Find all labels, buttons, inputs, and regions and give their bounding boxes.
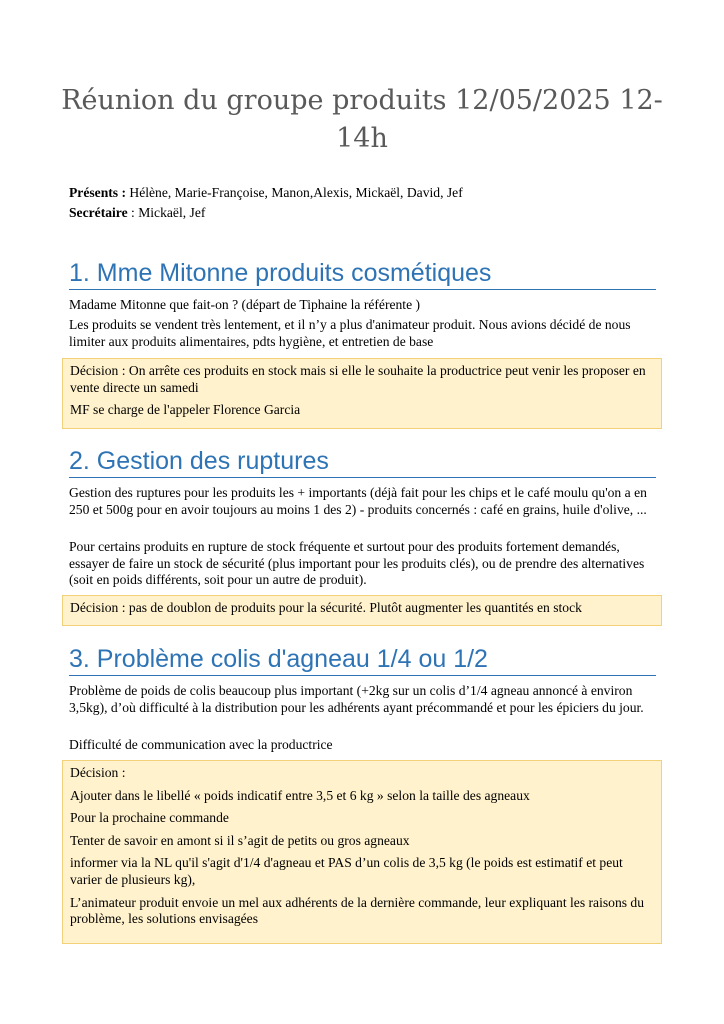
decision-box-1 xyxy=(62,358,662,429)
secretary-label: Secrétaire xyxy=(69,205,128,220)
decision-box-2 xyxy=(62,595,662,626)
secretary-line xyxy=(69,204,205,222)
decision-3-line-2: Ajouter dans le libellé « poids indicatif entre 3,5 et 6 kg » selon la taille des agneaux xyxy=(70,787,530,803)
section-1-paragraph-1: Madame Mitonne que fait-on ? (départ de Tiphaine la référente ) xyxy=(69,297,421,312)
section-3-paragraph-2: Difficulté de communication avec la productrice xyxy=(69,737,333,752)
decision-1-line-2: MF se charge de l'appeler Florence Garcia xyxy=(70,402,301,418)
section-3-paragraph-1: Problème de poids de colis beaucoup plus important (+2kg sur un colis d’1/4 agneau annoncé à environ 3,5kg), d’où difficulté à la distribution pour les adhérents ayant précommandé et pour les épiciers du jour. xyxy=(69,683,644,715)
attendees-line xyxy=(69,184,463,202)
section-heading-2: 2. Gestion des ruptures xyxy=(69,446,656,478)
section-heading-1: 1. Mme Mitonne produits cosmétiques xyxy=(69,258,656,290)
decision-3-line-6: L’animateur produit envoie un mel aux adhérents de la dernière commande, leur expliquant les raisons du problème, les solutions envisagées xyxy=(70,894,645,927)
decision-2-line-1: Décision : pas de doublon de produits pour la sécurité. Plutôt augmenter les quantités en stock xyxy=(70,600,582,615)
decision-3-line-1: Décision : xyxy=(70,765,126,780)
section-heading-3: 3. Problème colis d'agneau 1/4 ou 1/2 xyxy=(69,644,656,676)
attendees-label: Présents : xyxy=(69,185,126,200)
decision-box-3 xyxy=(62,760,662,944)
decision-3-line-4: Tenter de savoir en amont si il s’agit de petits ou gros agneaux xyxy=(70,832,410,848)
section-2-paragraph-2: Pour certains produits en rupture de stock fréquente et surtout pour des produits fortement demandés, essayer de faire un stock de sécurité (plus important pour les produits clés), ou de prendre des alternatives (soit en poids différents, soit pour un autre de produit). xyxy=(69,539,645,588)
attendees-value: Hélène, Marie-Françoise, Manon,Alexis, Mickaël, David, Jef xyxy=(126,185,463,200)
section-2-paragraph-1: Gestion des ruptures pour les produits les + importants (déjà fait pour les chips et le café moulu qu'on a en 250 et 500g pour en avoir toujours au moins 1 des 2) - produits concernés : café en grains, huile d'olive, ... xyxy=(69,485,647,517)
decision-3-line-3: Pour la prochaine commande xyxy=(70,810,229,826)
section-1-paragraph-2: Les produits se vendent très lentement, et il n’y a plus d'animateur produit. Nous avions décidé de nous limiter aux produits alimentaires, pdts hygiène, et entretien de base xyxy=(69,317,631,349)
secretary-value: : Mickaël, Jef xyxy=(127,205,206,220)
decision-3-line-5: informer via la NL qu'il s'agit d'1/4 d'agneau et PAS d’un colis de 3,5 kg (le poids est estimatif et peut varier de plusieurs kg), xyxy=(70,855,623,887)
page-title: Réunion du groupe produits 12/05/2025 12-14h xyxy=(61,85,663,154)
decision-1-line-1: Décision : On arrête ces produits en stock mais si elle le souhaite la productrice peut venir les proposer en vente directe un samedi xyxy=(70,363,646,395)
